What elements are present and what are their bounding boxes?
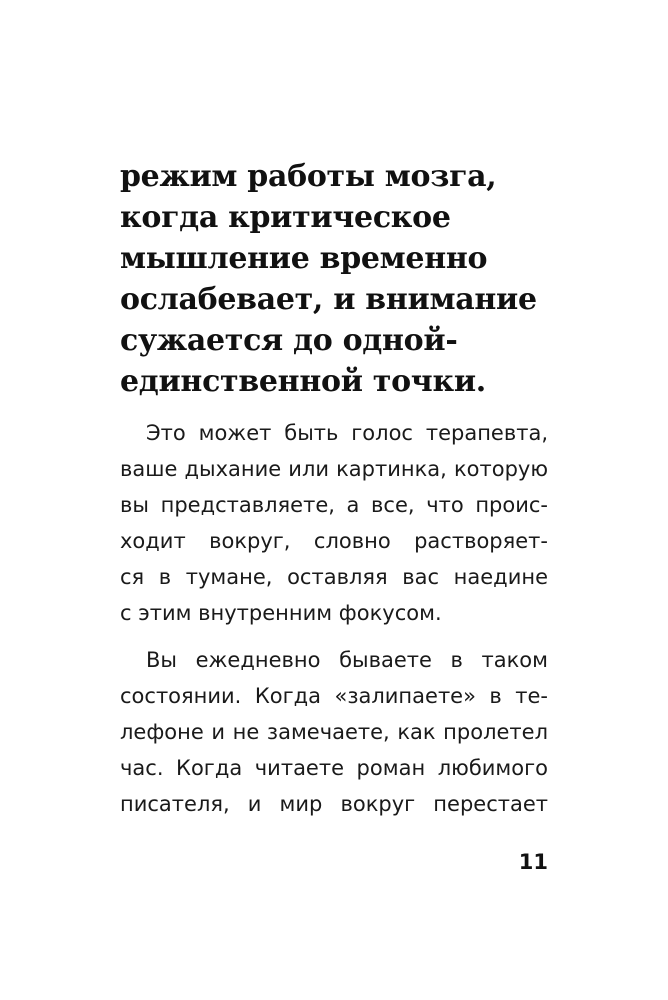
paragraph-line: Вы ежедневно бываете в таком (146, 648, 548, 672)
body-paragraph-1 (120, 415, 548, 631)
page-number: 11 (518, 850, 548, 874)
paragraph-line: вы представляете, а все, что проис- (120, 493, 548, 517)
body-paragraph-2 (120, 642, 548, 822)
paragraph-line: писателя, и мир вокруг перестает (120, 792, 548, 816)
heading-line: режим работы мозга, (120, 159, 497, 194)
heading-line: когда критическое (120, 200, 451, 235)
paragraph-line: ся в тумане, оставляя вас наедине (120, 565, 548, 589)
paragraph-line: лефоне и не замечаете, как пролетел (120, 720, 548, 744)
paragraph-line: час. Когда читаете роман любимого (120, 756, 548, 780)
heading-line: единственной точки. (120, 364, 486, 399)
heading-line: сужается до одной- (120, 323, 458, 358)
paragraph-line: ходит вокруг, словно растворяет- (120, 529, 548, 553)
heading-line: мышление временно (120, 241, 488, 276)
paragraph-line: с этим внутренним фокусом. (120, 601, 442, 625)
paragraph-line: ваше дыхание или картинка, которую (120, 457, 548, 481)
paragraph-line: состоянии. Когда «залипаете» в те- (120, 684, 548, 708)
bold-heading-text (120, 156, 560, 402)
heading-line: ослабевает, и внимание (120, 282, 537, 317)
paragraph-line: Это может быть голос терапевта, (146, 421, 548, 445)
